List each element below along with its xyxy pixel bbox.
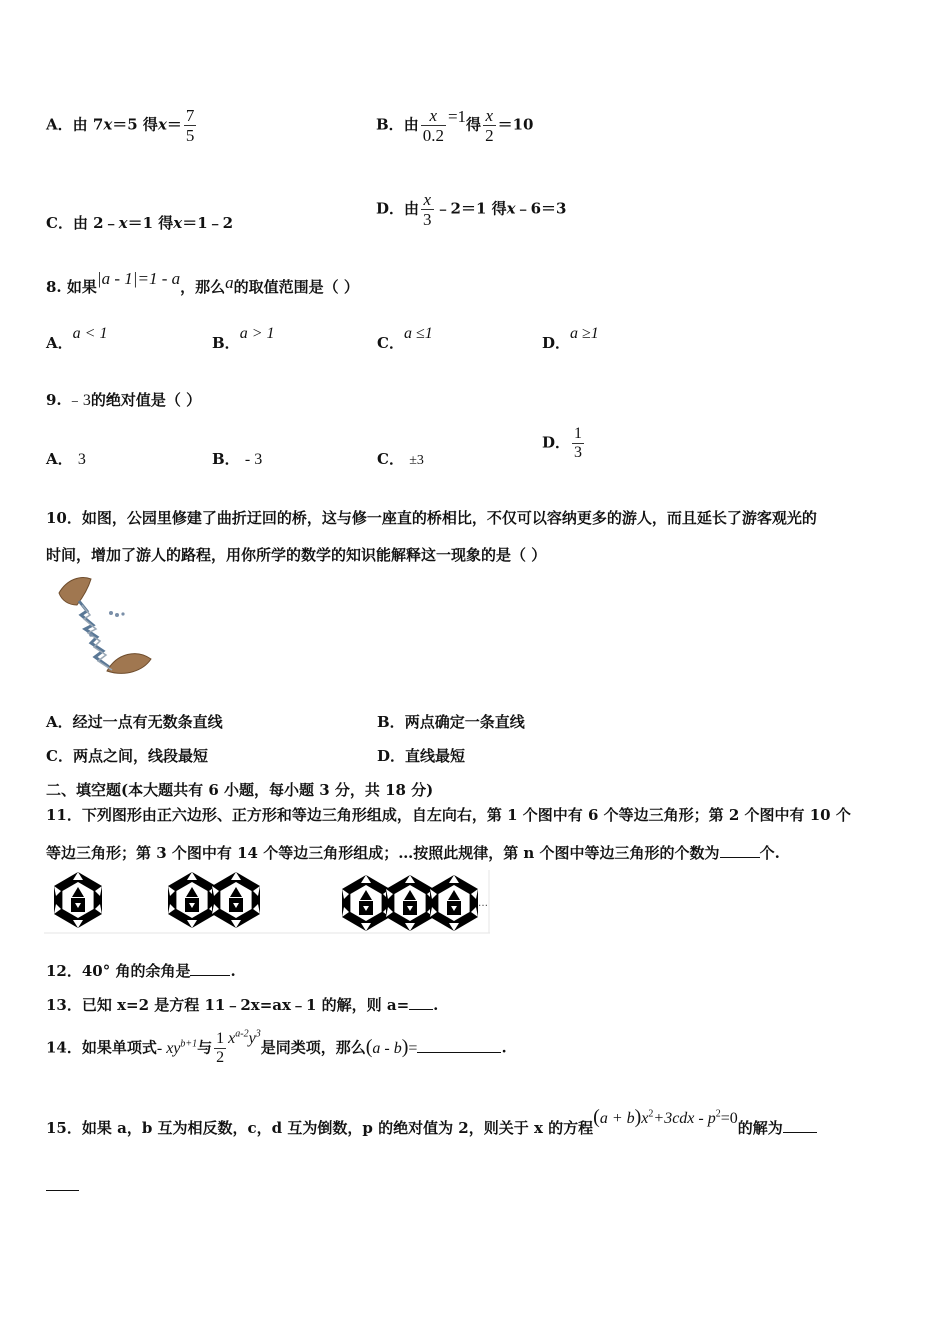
q7-option-a: A．由 7x＝5 得x＝ $\frac{7}{5}$ xyxy=(46,106,195,145)
fraction: $\frac{1}{2}$ xyxy=(216,1030,225,1066)
pattern-1 xyxy=(54,872,102,928)
q9-stem: 9. ﹣3的绝对值是（ ） xyxy=(46,391,202,409)
lower-shore xyxy=(107,654,151,674)
visitor-dot xyxy=(109,611,113,615)
abs-expression: |a - 1| xyxy=(96,269,138,288)
q10-line2: 时间，增加了游人的路程，用你所学的数学的知识能解释这一现象的是（ ） xyxy=(46,546,547,564)
section-2-title: 二、填空题(本大题共有 6 小题，每小题 3 分，共 18 分) xyxy=(46,781,434,799)
bridge-figure xyxy=(55,575,155,680)
fraction: $\frac{x}{0.2}$ xyxy=(422,106,444,145)
q10-option-d: D．直线最短 xyxy=(377,747,466,765)
upper-shore xyxy=(59,578,91,605)
answer-blank[interactable] xyxy=(720,843,760,858)
q10-line1: 10．如图，公园里修建了曲折迂回的桥，这与修一座直的桥相比，不仅可以容纳更多的游人，而且延长了游客观光的 xyxy=(46,509,817,527)
q15: 15．如果 a，b 互为相反数，c，d 互为倒数，p 的绝对值为 2，则关于 x 的方程$(a + b)x^2+3cdx - p^2=0$的解为 xyxy=(46,1116,817,1139)
q10-option-b: B．两点确定一条直线 xyxy=(377,713,525,731)
q8-stem: 8. 如果|a - 1|=1 - a，那么a的取值范围是（ ） xyxy=(46,269,359,296)
pattern-3 xyxy=(342,875,478,931)
pattern-figure xyxy=(44,870,490,934)
q7-option-d: D．由 $\frac{x}{3}$ ﹣2＝1 得x﹣6＝3 xyxy=(376,190,567,229)
q11-line1: 11．下列图形由正六边形、正方形和等边三角形组成，自左向右，第 1 个图中有 6 个等边三角形；第 2 个图中有 10 个 xyxy=(46,806,851,824)
fraction: $\frac{x}{2}$ xyxy=(485,106,494,145)
q8-option-c: C．a ≤1 xyxy=(377,325,433,352)
q12: 12．40° 角的余角是 . xyxy=(46,962,236,980)
q8-option-b: B．a > 1 xyxy=(212,325,275,352)
q8-option-a: A．a < 1 xyxy=(46,325,108,352)
q9-option-a: A． 3 xyxy=(46,450,86,468)
q13: 13．已知 x=2 是方程 11﹣2x=ax﹣1 的解，则 a= . xyxy=(46,996,439,1014)
q7-option-c: C．由 2﹣x＝1 得x＝1﹣2 xyxy=(46,214,234,232)
zigzag-bridge xyxy=(79,601,109,667)
answer-blank[interactable] xyxy=(190,961,230,976)
q14: 14．如果单项式- $xy^{b+1}$与 $\frac{1}{2}$ $x^{a-2}y^3$是同类项，那么(a - b)= . xyxy=(46,1028,507,1066)
q9-option-c: C． ±3 xyxy=(377,450,424,468)
answer-blank[interactable] xyxy=(417,1038,501,1053)
answer-blank[interactable] xyxy=(783,1118,817,1133)
fraction: $\frac{7}{5}$ xyxy=(185,106,195,145)
q15-answer-blank-continued[interactable] xyxy=(46,1176,79,1191)
q11-line2: 等边三角形；第 3 个图中有 14 个等边三角形组成；…按照此规律，第 n 个图中等边三角形的个数为 个. xyxy=(46,844,780,862)
q8-option-d: D．a ≥1 xyxy=(542,325,599,352)
fraction: $\frac{x}{3}$ xyxy=(423,190,432,229)
q9-option-b: B． - 3 xyxy=(212,450,263,468)
answer-blank[interactable] xyxy=(409,995,433,1010)
continuation-dots: … xyxy=(478,898,488,909)
q9-option-d: D． $\frac{1}{3}$ xyxy=(542,425,583,461)
q10-option-c: C．两点之间，线段最短 xyxy=(46,747,208,765)
fraction: $\frac{1}{3}$ xyxy=(574,425,583,461)
q7-option-b: B．由 $\frac{x}{0.2}$ =1得 $\frac{x}{2}$ ＝10 xyxy=(376,106,534,145)
q10-option-a: A．经过一点有无数条直线 xyxy=(46,713,223,731)
pattern-2 xyxy=(168,872,260,928)
